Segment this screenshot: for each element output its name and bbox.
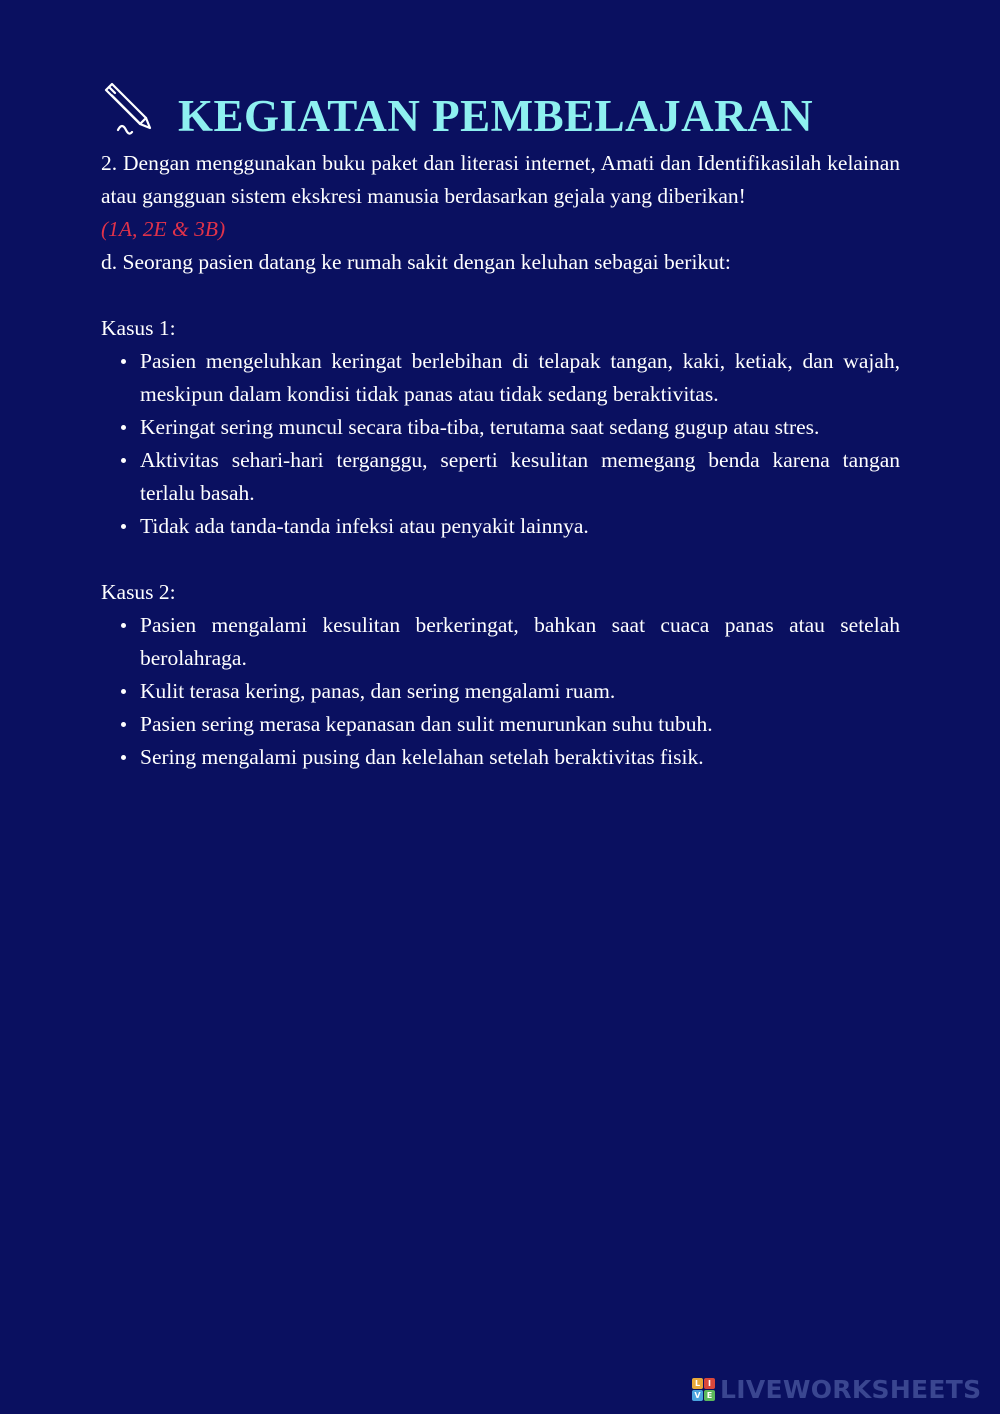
liveworksheets-watermark bbox=[692, 1376, 992, 1404]
list-item-text: Keringat sering muncul secara tiba-tiba, terutama saat sedang gugup atau stres. bbox=[140, 415, 820, 439]
instruction-text: 2. Dengan menggunakan buku paket dan literasi internet, Amati dan Identifikasilah kelainan atau gangguan sistem ekskresi manusia berdasarkan gejala yang diberikan! bbox=[101, 151, 900, 208]
bullet-icon bbox=[121, 425, 126, 430]
case-2-list bbox=[101, 609, 900, 774]
pencil-icon bbox=[98, 80, 158, 142]
bullet-icon bbox=[121, 359, 126, 364]
bullet-icon bbox=[121, 524, 126, 529]
list-item-text: Aktivitas sehari-hari terganggu, seperti kesulitan memegang benda karena tangan terlalu basah. bbox=[140, 448, 900, 505]
case-1-list bbox=[101, 345, 900, 543]
bullet-icon bbox=[121, 689, 126, 694]
bullet-icon bbox=[121, 755, 126, 760]
list-item bbox=[101, 708, 900, 741]
competency-codes: (1A, 2E & 3B) bbox=[101, 217, 226, 241]
list-item-text: Pasien mengeluhkan keringat berlebihan di telapak tangan, kaki, ketiak, dan wajah, meskipun dalam kondisi tidak panas atau tidak sedang beraktivitas. bbox=[140, 349, 900, 406]
list-item-text: Sering mengalami pusing dan kelelahan setelah beraktivitas fisik. bbox=[140, 745, 704, 769]
page-title: KEGIATAN PEMBELAJARAN bbox=[178, 91, 814, 141]
list-item bbox=[101, 609, 900, 675]
case-2-label: Kasus 2: bbox=[101, 580, 176, 604]
list-item bbox=[101, 411, 900, 444]
bullet-icon bbox=[121, 722, 126, 727]
list-item-text: Pasien sering merasa kepanasan dan sulit menurunkan suhu tubuh. bbox=[140, 712, 713, 736]
list-item bbox=[101, 345, 900, 411]
case-1-label: Kasus 1: bbox=[101, 316, 176, 340]
list-item bbox=[101, 675, 900, 708]
list-item bbox=[101, 741, 900, 774]
bullet-icon bbox=[121, 623, 126, 628]
list-item-text: Kulit terasa kering, panas, dan sering mengalami ruam. bbox=[140, 679, 616, 703]
list-item bbox=[101, 444, 900, 510]
bullet-icon bbox=[121, 458, 126, 463]
question-text: d. Seorang pasien datang ke rumah sakit dengan keluhan sebagai berikut: bbox=[101, 250, 731, 274]
list-item bbox=[101, 510, 900, 543]
list-item-text: Pasien mengalami kesulitan berkeringat, bahkan saat cuaca panas atau setelah berolahraga. bbox=[140, 613, 900, 670]
watermark-text: LIVEWORKSHEETS bbox=[720, 1375, 982, 1404]
header bbox=[98, 80, 918, 150]
list-item-text: Tidak ada tanda-tanda infeksi atau penyakit lainnya. bbox=[140, 514, 589, 538]
liveworksheets-logo-icon: L I V E bbox=[692, 1378, 716, 1402]
content bbox=[101, 147, 900, 774]
